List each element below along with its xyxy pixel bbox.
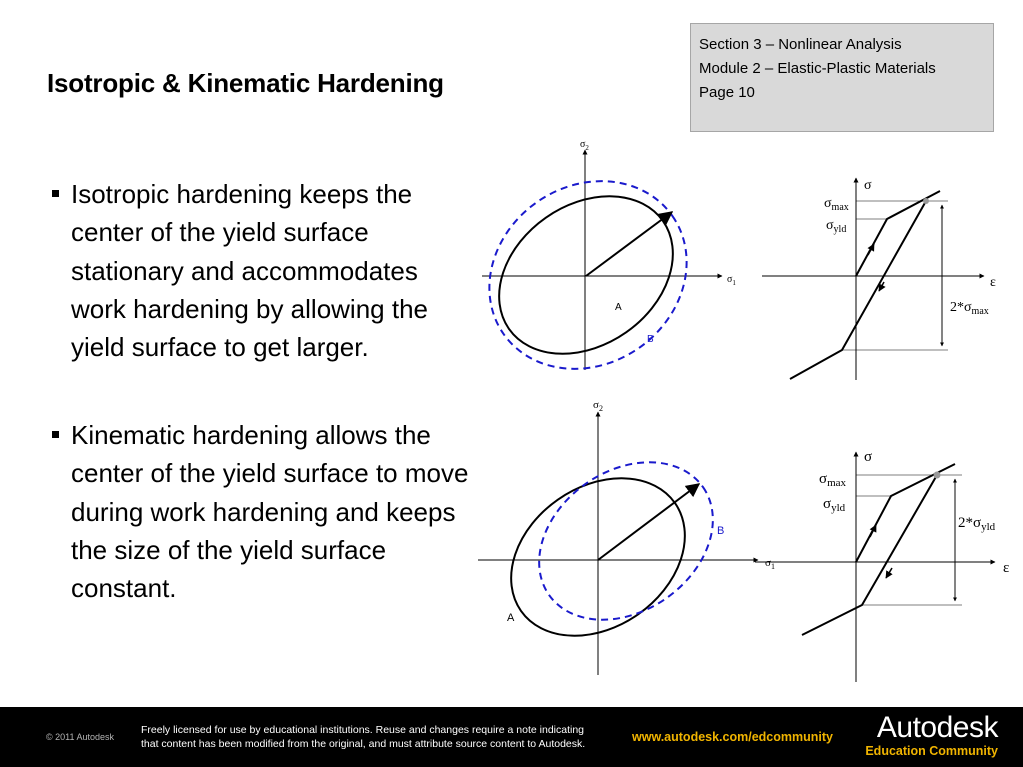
max-stress-point [934,472,941,479]
loading-path [856,464,955,562]
module-label: Module 2 – Elastic-Plastic Materials [699,60,936,77]
sigma-axis-label: σ [864,178,872,193]
surface-label-b: B [647,334,654,345]
brand-subtitle: Education Community [865,744,998,758]
brand-name: Autodesk [876,711,998,744]
page-label: Page 10 [699,84,755,101]
autodesk-logo [865,713,998,759]
sigma2-label: $\sigma_2$ [593,399,603,413]
bullet-text: Kinematic hardening allows the center of the yield surface to move during work hardening and keeps the size of the yield surface constant. [71,420,469,604]
kinematic-stress-strain-plot [755,449,1009,682]
footer-bar [0,707,1023,767]
isotropic-stress-strain-plot [762,178,996,380]
slide-title: Isotropic & Kinematic Hardening [47,68,444,98]
max-stress-point [923,198,929,204]
sigma2-label: $\sigma_2$ [580,139,589,152]
loading-arrow [586,212,672,276]
isotropic-yield-surface-plot [453,139,737,407]
sigma-max-label: $\sigma_{max}$ [824,196,849,213]
surface-label-a: A [615,302,622,313]
loading-direction-arrow [868,244,874,255]
unloading-path [790,201,926,379]
translated-yield-surface [509,430,743,653]
epsilon-axis-label: ε [1003,560,1010,576]
unloading-direction-arrow [886,568,892,578]
loading-path [856,191,940,276]
stress-range-label: $2*\sigma_{max}$ [950,300,989,317]
section-label: Section 3 – Nonlinear Analysis [699,36,902,53]
sigma1-label: $\sigma_1$ [727,274,736,287]
sigma1-label: $\sigma_1$ [765,557,775,571]
surface-label-a: A [507,612,515,624]
loading-direction-arrow [870,525,876,537]
license-text [141,723,621,751]
copyright: © 2011 Autodesk [46,732,115,742]
sigma-max-label: $\sigma_{max}$ [819,471,847,489]
epsilon-axis-label: ε [990,275,996,290]
surface-label-b: B [717,525,725,537]
bullet-text: Isotropic hardening keeps the center of the yield surface stationary and accommodates work hardening by allowing the yield surface to get larger. [71,179,428,363]
kinematic-yield-surface-plot [478,399,775,675]
sigma-axis-label: σ [864,449,873,465]
stress-range-label: $2*\sigma_{yld}$ [958,515,996,533]
license-line-1: Freely licensed for use by educational institutions. Reuse and changes require a note indicating [141,724,585,736]
license-line-2: that content has been modified from the original, and must attribute source content to Autodesk. [141,738,586,750]
sigma-yld-label: $\sigma_{yld}$ [826,218,847,235]
community-link[interactable]: www.autodesk.com/edcommunity [632,730,833,744]
sigma-yld-label: $\sigma_{yld}$ [823,496,846,514]
